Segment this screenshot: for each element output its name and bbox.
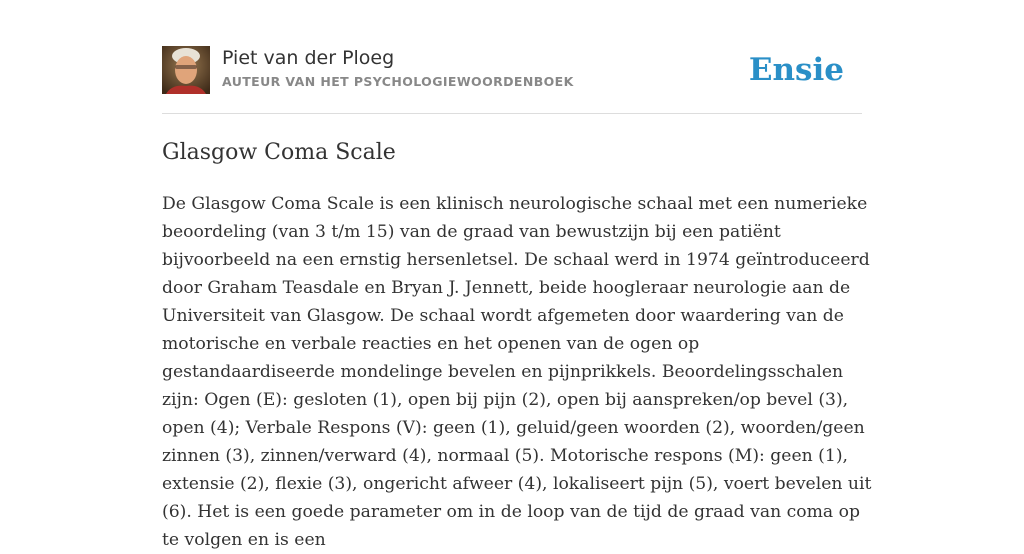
page-title: Glasgow Coma Scale bbox=[162, 140, 396, 165]
author-name[interactable]: Piet van der Ploeg bbox=[222, 47, 395, 69]
author-role: AUTEUR VAN HET PSYCHOLOGIEWOORDENBOEK bbox=[222, 74, 574, 89]
brand-logo[interactable]: Ensie bbox=[748, 52, 844, 88]
header-divider bbox=[162, 113, 862, 114]
author-avatar-photo-icon bbox=[162, 46, 210, 94]
author-header bbox=[162, 46, 862, 96]
avatar[interactable] bbox=[162, 46, 210, 94]
article-body: De Glasgow Coma Scale is een klinisch neurologische schaal met een numerieke beoordeling (van 3 t/m 15) van de graad van bewustzijn bij een patiënt bijvoorbeeld na een ernstig hersenletsel. De schaal werd in 1974 geïntroduceerd door Graham Teasdale en Bryan J. Jennett, beide hoogleraar neurologie aan de Universiteit van Glasgow. De schaal wordt afgemeten door waardering van de motorische en verbale reacties en het openen van de ogen op gestandaardiseerde mondelinge bevelen en pijnprikkels. Beoordelingsschalen zijn: Ogen (E): gesloten (1), open bij pijn (2), open bij aanspreken/op bevel (3), open (4); Verbale Respons (V): geen (1), geluid/geen woorden (2), woorden/geen zinnen (3), zinnen/verward (4), normaal (5). Motorische respons (M): geen (1), extensie (2), flexie (3), ongericht afweer (4), lokaliseert pijn (5), voert bevelen uit (6). Het is een goede parameter om in de loop van de tijd de graad van coma op te volgen en is een bbox=[162, 194, 872, 550]
